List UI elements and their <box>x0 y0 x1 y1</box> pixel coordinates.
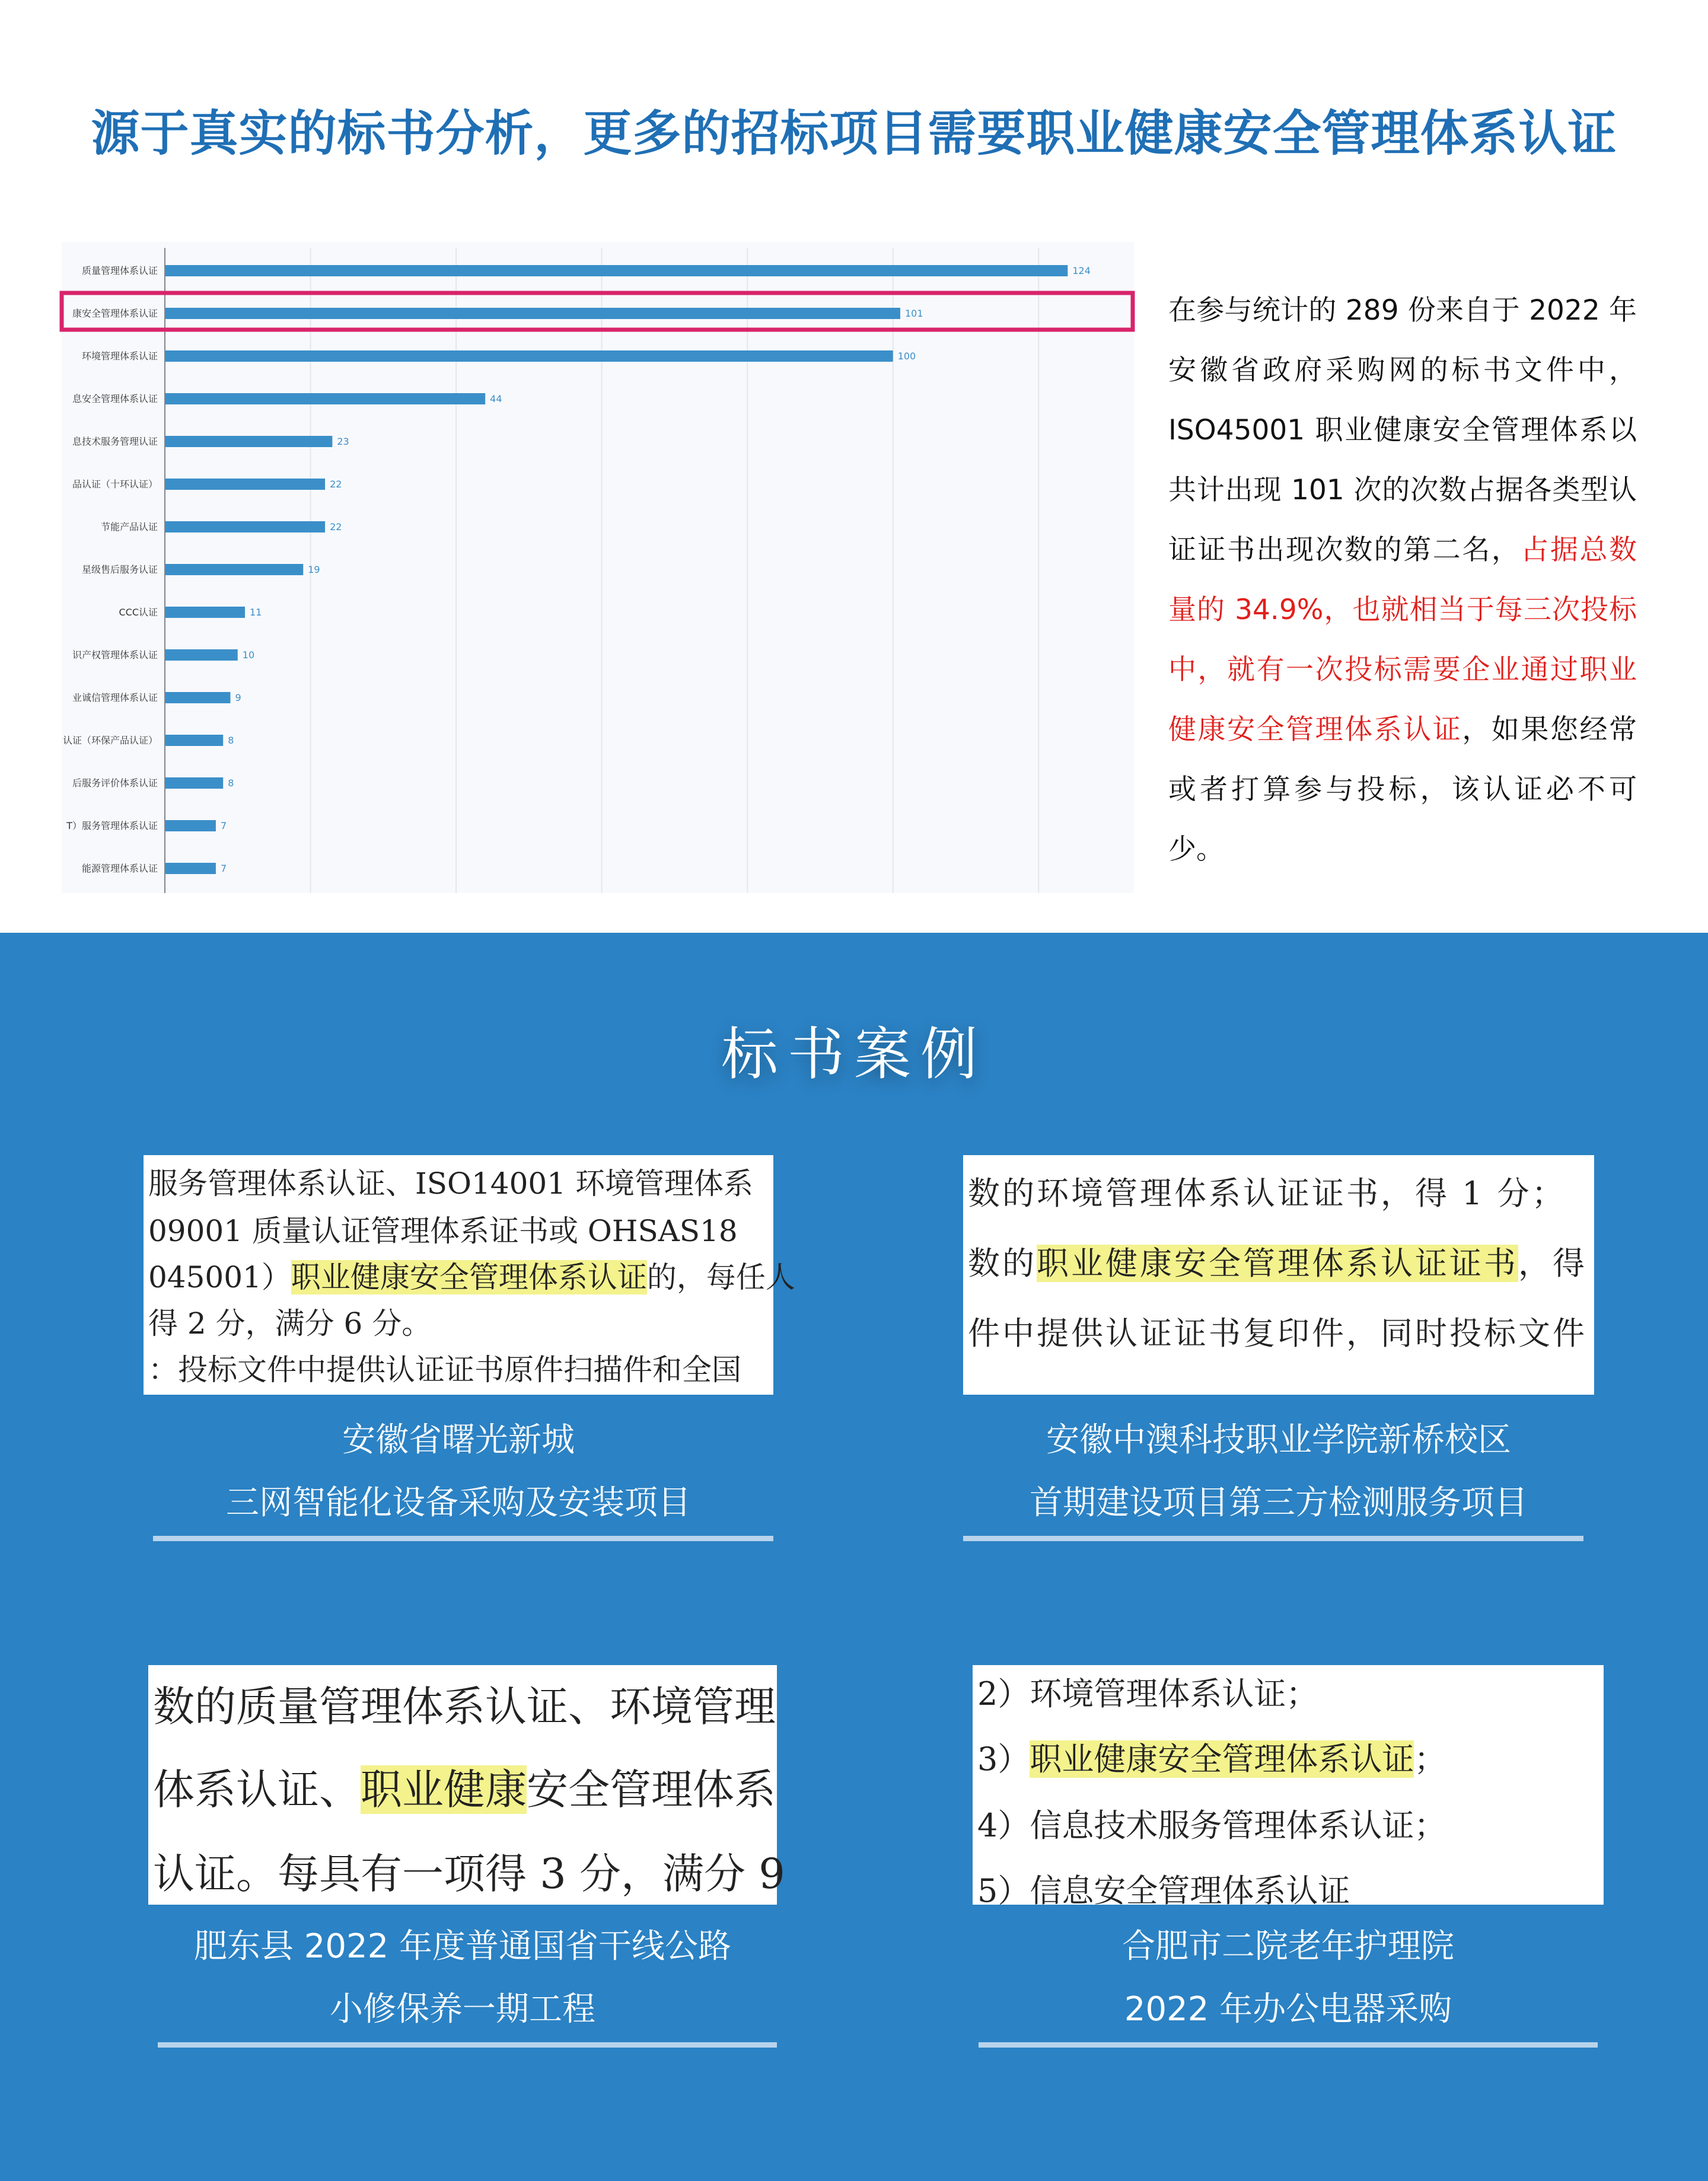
chart-category-label: 质量管理体系认证 <box>81 265 158 276</box>
chart-category-label: 后服务评价体系认证 <box>72 777 158 789</box>
chart-category-label: 业诚信管理体系认证 <box>72 692 158 703</box>
chart-bar <box>165 393 485 404</box>
case-1-divider <box>153 1536 773 1541</box>
case-1-caption-line-2: 三网智能化设备采购及安装项目 <box>226 1484 691 1522</box>
doc-line <box>153 1841 785 1901</box>
chart-category-label: 息安全管理体系认证 <box>72 393 158 404</box>
case-3-divider <box>158 2042 777 2048</box>
document-text: 认证。每具有一项得 3 分，满分 9 <box>153 1850 785 1898</box>
chart-category-label: 星级售后服务认证 <box>81 564 158 575</box>
chart-category-label: CCC认证 <box>119 607 158 618</box>
doc-line <box>968 1168 1566 1214</box>
chart-value-label: 10 <box>242 649 255 661</box>
chart-bar <box>165 649 238 661</box>
chart-bar <box>165 308 900 319</box>
document-text: 得 2 分，满分 6 分。 <box>148 1306 432 1341</box>
chart-svg <box>62 242 1134 893</box>
chart-value-label: 19 <box>308 564 320 575</box>
doc-line <box>977 1669 1318 1714</box>
chart-bar <box>165 265 1068 276</box>
analysis-description <box>1168 280 1637 879</box>
document-text: 5）信息安全管理体系认证 <box>977 1872 1350 1909</box>
chart-category-label: 环境管理体系认证 <box>81 350 158 362</box>
document-text: 服务管理体系认证、ISO14001 环境管理体系 <box>148 1166 753 1201</box>
document-text: 2）环境管理体系认证； <box>977 1675 1318 1713</box>
document-text: 4）信息技术服务管理体系认证； <box>977 1807 1446 1844</box>
document-text: 的，每任人 <box>646 1260 795 1294</box>
chart-bar <box>165 479 325 490</box>
case-2-caption-line-2: 首期建设项目第三方检测服务项目 <box>1030 1484 1528 1522</box>
chart-value-label: 23 <box>337 436 349 447</box>
description-text-2: ，如果您经常或者打算参与投标，该认证必不可少。 <box>1168 713 1637 866</box>
doc-line <box>148 1160 753 1203</box>
case-2-document-image <box>963 1155 1594 1395</box>
cases-section-title: 标书案例 <box>721 1021 987 1088</box>
chart-category-label: 认证（环保产品认证） <box>62 735 158 746</box>
highlighted-text: 职业健康安全管理体系认证 <box>1030 1740 1414 1778</box>
chart-bar <box>165 863 216 874</box>
document-text: 安全管理体系 <box>527 1765 776 1814</box>
doc-line <box>153 1673 776 1733</box>
doc-line <box>148 1300 431 1343</box>
chart-value-label: 8 <box>228 735 234 746</box>
document-text: 09001 质量认证管理体系证书或 OHSAS18 <box>148 1214 738 1248</box>
analysis-section <box>0 0 1708 933</box>
chart-bar <box>165 692 230 703</box>
chart-bar <box>165 735 223 746</box>
certification-bar-chart <box>62 242 1134 893</box>
chart-bar <box>165 777 223 789</box>
document-text: ：投标文件中提供认证证书原件扫描件和全国 <box>148 1353 741 1387</box>
document-text: 数的环境管理体系认证证书，得 1 分； <box>968 1175 1566 1212</box>
doc-line <box>153 1756 776 1816</box>
document-text: 体系认证、 <box>153 1765 361 1814</box>
document-text: 数的质量管理体系认证、环境管理 <box>153 1682 776 1731</box>
case-2-caption-line-1: 安徽中澳科技职业学院新桥校区 <box>1046 1421 1511 1459</box>
document-text: 件中提供认证证书复印件，同时投标文件 <box>968 1315 1587 1352</box>
chart-bar <box>165 436 332 447</box>
chart-category-label: 息技术服务管理认证 <box>72 436 158 447</box>
case-4-divider <box>979 2042 1598 2048</box>
doc-line <box>148 1346 741 1389</box>
chart-value-label: 11 <box>250 607 262 618</box>
case-4-document-image <box>973 1665 1604 1909</box>
highlighted-text: 职业健康 <box>361 1765 527 1814</box>
chart-category-label: T）服务管理体系认证 <box>66 820 158 831</box>
page-headline: 源于真实的标书分析，更多的招标项目需要职业健康安全管理体系认证 <box>91 106 1617 162</box>
chart-value-label: 8 <box>228 777 234 789</box>
chart-value-label: 100 <box>897 350 916 362</box>
doc-line <box>968 1308 1587 1354</box>
chart-value-label: 124 <box>1072 265 1091 276</box>
doc-line <box>977 1800 1446 1846</box>
case-1-document-image <box>144 1155 795 1395</box>
doc-line <box>977 1734 1446 1780</box>
chart-value-label: 101 <box>904 308 923 319</box>
case-3-caption-line-1: 肥东县 2022 年度普通国省干线公路 <box>193 1927 732 1966</box>
highlighted-text: 职业健康安全管理体系认证证书 <box>1037 1245 1518 1282</box>
case-2-divider <box>963 1536 1583 1541</box>
chart-value-label: 9 <box>235 692 241 703</box>
chart-bar <box>165 564 303 575</box>
chart-value-label: 44 <box>490 393 502 404</box>
case-3-caption-line-2: 小修保养一期工程 <box>330 1990 595 2029</box>
chart-value-label: 22 <box>330 521 342 533</box>
document-text: 3） <box>977 1740 1030 1778</box>
description-text-1: 在参与统计的 289 份来自于 2022 年安徽省政府采购网的标书文件中，ISO45001 职业健康安全管理体系以共计出现 101 次的次数占据各类型认证证书出现次数的第二名， <box>1168 294 1637 566</box>
document-text: 数的 <box>968 1245 1037 1282</box>
chart-bar <box>165 350 893 362</box>
case-4-caption-line-2: 2022 年办公电器采购 <box>1124 1990 1452 2029</box>
document-text: 045001） <box>148 1260 291 1294</box>
doc-line <box>977 1866 1350 1911</box>
chart-value-label: 7 <box>220 820 227 831</box>
doc-line <box>148 1207 738 1250</box>
document-text: ，得 <box>1518 1245 1587 1282</box>
case-3-document-image <box>148 1665 785 1905</box>
case-1-caption-line-1: 安徽省曙光新城 <box>342 1421 575 1459</box>
chart-bar <box>165 820 216 831</box>
chart-category-label: 品认证（十环认证） <box>72 479 158 490</box>
chart-value-label: 7 <box>220 863 227 874</box>
chart-category-label: 识产权管理体系认证 <box>72 649 158 661</box>
doc-line <box>968 1238 1587 1284</box>
chart-category-label: 节能产品认证 <box>100 521 158 533</box>
chart-category-label: 康安全管理体系认证 <box>72 308 158 319</box>
chart-bar <box>165 521 325 533</box>
highlighted-text: 职业健康安全管理体系认证 <box>291 1260 647 1294</box>
chart-bar <box>165 607 245 618</box>
description-highlight: 占据总数量的 34.9%，也就相当于每三次投标中，就有一次投标需要企业通过职业健康安全管理体系认证 <box>1168 534 1637 746</box>
case-4-caption-line-1: 合肥市二院老年护理院 <box>1122 1927 1454 1966</box>
chart-value-label: 22 <box>330 479 342 490</box>
chart-category-label: 能源管理体系认证 <box>81 863 158 874</box>
doc-line <box>148 1254 795 1296</box>
document-text: ； <box>1414 1740 1446 1778</box>
